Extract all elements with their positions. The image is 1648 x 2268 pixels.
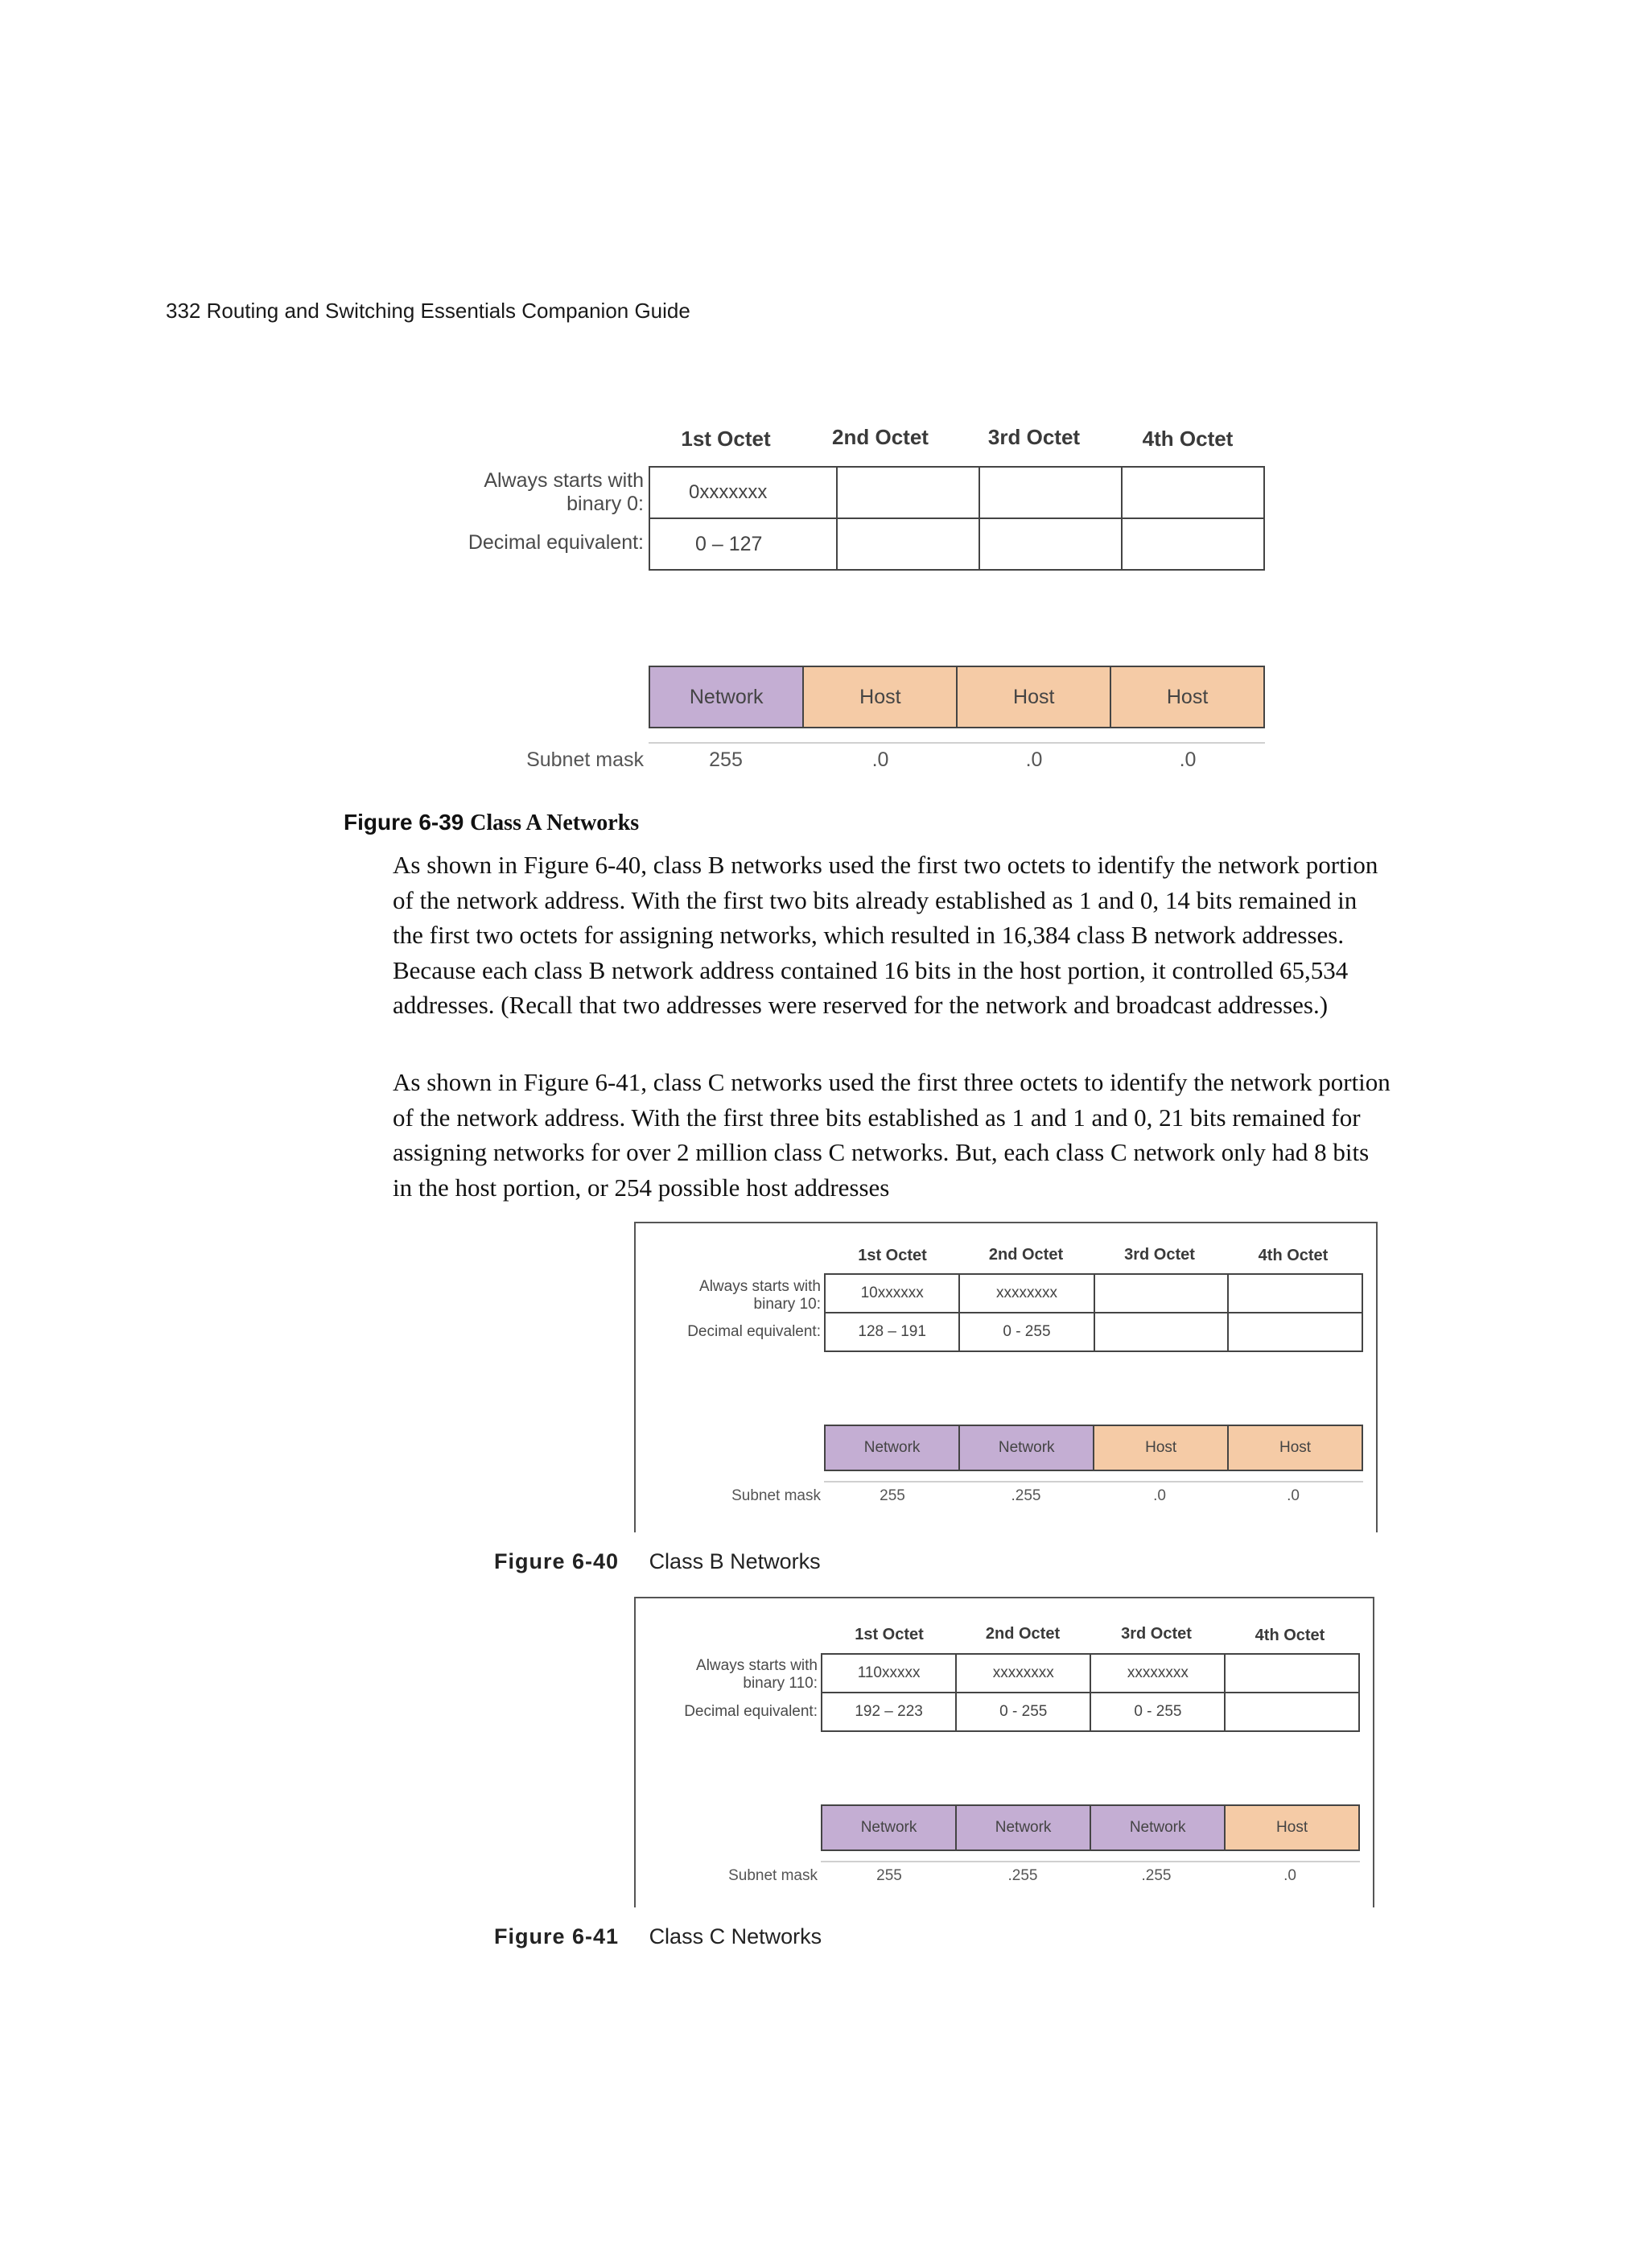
subnet-mask-value: .0	[1287, 1487, 1300, 1504]
octet-cell	[837, 467, 979, 518]
body-paragraph: As shown in Figure 6-41, class C networks used the first three octets to identify the network portion of the network address. With the first three bits established as 1 and 1 and 0, 21 bits remained for assigning networks for over 2 million class C networks. But, each class C network only had 8 bits in the host portion, or 254 possible host addresses	[393, 1068, 1390, 1202]
host-portion: Host	[803, 666, 957, 728]
host-portion: Host	[1094, 1425, 1228, 1470]
figure-caption	[494, 1924, 822, 1949]
octet-cell: xxxxxxxx	[959, 1274, 1094, 1313]
octet-cell	[837, 518, 979, 570]
network-portion: Network	[1090, 1805, 1225, 1850]
figure-number: Figure 6-40	[494, 1549, 620, 1573]
octet-cell	[1225, 1654, 1359, 1693]
mask-divider	[821, 1861, 1360, 1862]
octet-cell	[979, 467, 1122, 518]
subnet-mask-value: 255	[880, 1487, 905, 1504]
octet-cell	[1122, 518, 1264, 570]
octet-cell	[1225, 1693, 1359, 1731]
octet-header: 4th Octet	[1142, 427, 1234, 451]
octet-cell: xxxxxxxx	[956, 1654, 1090, 1693]
figure-class-c	[634, 1597, 1374, 1907]
octet-header: 3rd Octet	[1124, 1246, 1195, 1264]
octet-cell: 0xxxxxxx	[649, 467, 837, 518]
subnet-mask-label: Subnet mask	[731, 1487, 821, 1504]
octet-cell: 192 – 223	[822, 1693, 956, 1731]
subnet-mask-value: .0	[1179, 748, 1197, 771]
octet-table	[649, 466, 1265, 571]
figure-number: Figure 6-41	[494, 1924, 620, 1948]
portion-table	[821, 1804, 1360, 1851]
octet-header: 4th Octet	[1255, 1627, 1325, 1644]
octet-cell: 0 - 255	[956, 1693, 1090, 1731]
octet-header: 3rd Octet	[1121, 1625, 1192, 1643]
network-portion: Network	[649, 666, 803, 728]
row-label-binary: Always starts with binary 10:	[699, 1278, 821, 1313]
row-label-decimal: Decimal equivalent:	[687, 1323, 821, 1340]
figure-caption	[494, 1549, 821, 1574]
body-paragraph: As shown in Figure 6-40, class B networks used the first two octets to identify the network portion of the network address. With the first two bits already established as 1 and 0, 14 bits remained in the first two octets for assigning networks, which resulted in 16,384 class B network addresses. Because each class B network address contained 16 bits in the host portion, it controlled 65,534 addresses. (Recall that two addresses were reserved for the network and broadcast addresses.)	[393, 851, 1378, 1019]
network-portion: Network	[822, 1805, 956, 1850]
subnet-mask-value: .255	[1011, 1487, 1041, 1504]
octet-table	[821, 1653, 1360, 1732]
octet-table	[824, 1273, 1363, 1352]
host-portion: Host	[1110, 666, 1264, 728]
octet-header: 1st Octet	[681, 427, 771, 451]
octet-cell	[1228, 1313, 1362, 1351]
octet-cell	[1094, 1313, 1229, 1351]
figure-title: Class B Networks	[649, 1549, 821, 1573]
subnet-mask-value: .255	[1007, 1867, 1038, 1884]
network-portion: Network	[825, 1425, 959, 1470]
octet-cell	[1122, 467, 1264, 518]
portion-table	[824, 1425, 1363, 1471]
running-header: 332 Routing and Switching Essentials Companion Guide	[166, 299, 690, 323]
figure-title: Class C Networks	[649, 1924, 822, 1948]
row-label-binary: Always starts with binary 110:	[696, 1657, 818, 1692]
figure-class-a	[0, 0, 1648, 805]
octet-header: 1st Octet	[858, 1247, 927, 1264]
network-portion: Network	[959, 1425, 1094, 1470]
octet-cell: 0 – 127	[649, 518, 837, 570]
octet-cell: 0 - 255	[1090, 1693, 1225, 1731]
octet-cell	[979, 518, 1122, 570]
octet-header: 2nd Octet	[985, 1625, 1061, 1643]
row-label-decimal: Decimal equivalent:	[684, 1703, 818, 1720]
host-portion: Host	[1225, 1805, 1359, 1850]
octet-header: 4th Octet	[1258, 1247, 1329, 1264]
octet-header: 2nd Octet	[988, 1246, 1064, 1264]
octet-cell: 10xxxxxx	[825, 1274, 959, 1313]
figure-caption	[344, 810, 639, 836]
octet-cell: 128 – 191	[825, 1313, 959, 1351]
host-portion: Host	[957, 666, 1110, 728]
subnet-mask-label: Subnet mask	[728, 1867, 818, 1884]
octet-cell: 110xxxxx	[822, 1654, 956, 1693]
octet-header: 2nd Octet	[832, 425, 929, 449]
subnet-mask-value: .0	[871, 748, 889, 771]
octet-cell	[1228, 1274, 1362, 1313]
octet-cell: xxxxxxxx	[1090, 1654, 1225, 1693]
subnet-mask-value: 255	[876, 1867, 902, 1884]
figure-number: Figure 6-39	[344, 810, 464, 835]
mask-divider	[649, 742, 1265, 744]
portion-table	[649, 666, 1265, 728]
subnet-mask-value: .0	[1025, 748, 1043, 771]
figure-class-b	[634, 1222, 1378, 1532]
network-portion: Network	[956, 1805, 1090, 1850]
octet-cell: 0 - 255	[959, 1313, 1094, 1351]
figure-title: Class A Networks	[470, 810, 640, 835]
mask-divider	[824, 1481, 1363, 1482]
row-label-binary: Always starts with binary 0:	[484, 469, 644, 515]
host-portion: Host	[1228, 1425, 1362, 1470]
octet-header: 1st Octet	[855, 1626, 924, 1643]
subnet-mask-value: 255	[709, 748, 743, 771]
octet-header: 3rd Octet	[987, 425, 1081, 449]
octet-cell	[1094, 1274, 1229, 1313]
row-label-decimal: Decimal equivalent:	[468, 531, 644, 554]
subnet-mask-label: Subnet mask	[526, 748, 644, 771]
subnet-mask-value: .255	[1141, 1867, 1172, 1884]
subnet-mask-value: .0	[1153, 1487, 1166, 1504]
subnet-mask-value: .0	[1283, 1867, 1296, 1884]
